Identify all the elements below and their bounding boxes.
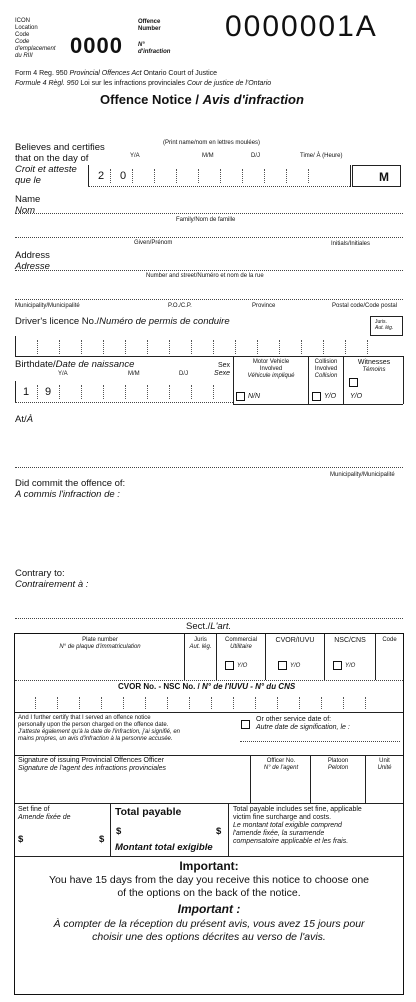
collision-label: Collision Involved Collision xyxy=(314,359,338,379)
commercial-option: Y/O xyxy=(237,663,248,669)
location-code: 0000 xyxy=(70,33,123,58)
family-name-line[interactable] xyxy=(15,213,403,214)
unit-label: Unit Unité xyxy=(377,758,392,771)
certify-label: Believes and certifies that on the day of Croit et atteste que le xyxy=(15,142,105,186)
contrary-label: Contrary to: Contrairement à : xyxy=(15,568,89,590)
municipality-line[interactable] xyxy=(15,299,403,300)
birth-digit-1: 1 xyxy=(23,386,30,398)
important-text: You have 15 days from the day you receive this notice to choose one of the options on the back of the notice. xyxy=(48,874,370,899)
witnesses-checkbox[interactable] xyxy=(349,378,358,387)
form-line-2: Formule 4 Règl. 950 Loi sur les infractions provinciales Cour de justice de l'Ontario xyxy=(15,80,272,87)
total-dollar: $ xyxy=(116,826,122,837)
birth-day-label: D/J xyxy=(179,371,188,377)
total-payable-note: Total payable includes set fine, applicable victim fine surcharge and costs. Le montant total exigible comprend l'amende fixée, la suramende compensatoire applicable et les frais. xyxy=(233,806,362,845)
birth-digit-2: 9 xyxy=(45,386,52,398)
address-label: Address Adresse xyxy=(15,250,50,272)
total-payable-label: Total payable xyxy=(115,806,182,818)
commercial-checkbox[interactable] xyxy=(225,661,234,670)
birthdate-field[interactable] xyxy=(15,381,233,403)
other-service-date-line[interactable] xyxy=(240,741,400,742)
collision-checkbox[interactable] xyxy=(312,392,321,401)
witnesses-option: Y/O xyxy=(350,393,363,400)
licence-label: Driver's licence No./Numéro de permis de conduire xyxy=(15,316,230,327)
other-service-checkbox[interactable] xyxy=(241,720,250,729)
nsc-option: Y/O xyxy=(345,663,356,669)
icon-location-label: ICON Location Code Code d'emplacement du RIII xyxy=(15,18,56,59)
officer-signature-label: Signature of issuing Provincial Offences Officer Signature de l'agent des infractions provinciales xyxy=(18,757,167,772)
licence-juris-label: Juris. Aut. lég. xyxy=(375,319,394,331)
birth-month-label: M/M xyxy=(128,371,140,377)
collision-option: Y/O xyxy=(324,393,337,400)
municipality-label: Municipality/Municipalité xyxy=(15,303,80,309)
year-label: Y/A xyxy=(130,153,140,159)
birthdate-label: Birthdate/Date de naissance xyxy=(15,359,135,370)
street-label: Number and street/Numéro et nom de la rue xyxy=(146,273,264,279)
commercial-label: Commercial Utilitaire xyxy=(224,637,257,650)
at-line[interactable] xyxy=(15,467,403,468)
date-time-field[interactable] xyxy=(88,165,401,187)
offence-number-label-fr: N° d'infraction xyxy=(138,42,171,55)
cvor-option: Y/O xyxy=(290,663,301,669)
time-label: Time/ À (Heure) xyxy=(300,153,343,159)
cvor-label: CVOR/IUVU xyxy=(275,637,315,644)
other-service-label: Or other service date of: Autre date de signification, le : xyxy=(256,716,350,731)
officer-number-label: Officer No. N° de l'agent xyxy=(263,758,299,771)
platoon-label: Platoon Peloton xyxy=(327,758,349,771)
given-name-label: Given/Prénom xyxy=(134,240,173,246)
important-title: Important: xyxy=(179,859,239,873)
licence-juris-box[interactable] xyxy=(370,316,403,336)
section-label: Sect./L'art. xyxy=(186,621,232,632)
offence-number: 0000001A xyxy=(225,10,378,43)
witnesses-label: Witnesses Témoins xyxy=(357,359,391,373)
nsc-label: NSC/CNS xyxy=(334,637,366,644)
nsc-checkbox[interactable] xyxy=(333,661,342,670)
day-label: D/J xyxy=(251,153,260,159)
offence-number-label: Offence Number xyxy=(138,19,161,32)
meridiem-label: M xyxy=(379,170,389,184)
year-digit-1: 2 xyxy=(98,170,105,182)
set-fine-label: Set fine of Amende fixée de xyxy=(18,806,71,821)
year-digit-2: 0 xyxy=(120,170,127,182)
total-payable-label-fr: Montant total exigible xyxy=(115,842,213,853)
vehicle-juris-label: Juris Aut. lég. xyxy=(189,637,212,650)
plate-label: Plate number N° de plaque d'immatriculation xyxy=(59,637,141,650)
postal-code-label: Postal code/Code postal xyxy=(332,303,398,309)
street-line[interactable] xyxy=(15,270,403,271)
initials-label: Initials/Initiales xyxy=(331,241,371,247)
important-title-fr: Important : xyxy=(177,902,241,916)
name-label: Name Nom xyxy=(15,194,41,216)
month-label: M/M xyxy=(202,153,214,159)
at-label: At/À xyxy=(15,414,33,425)
family-name-label: Family/Nom de famille xyxy=(176,217,236,223)
print-name-label: (Print name/nom en lettres moulées) xyxy=(163,140,261,146)
set-fine-dollar: $ xyxy=(18,834,24,845)
important-text-fr: À compter de la réception du présent avis, vous avez 15 jours pour choisir une des options décrites au verso de l'avis. xyxy=(53,918,365,943)
province-label: Province xyxy=(252,303,276,309)
sex-label: Sex Sexe xyxy=(214,362,230,377)
cvor-number-field[interactable] xyxy=(15,694,403,712)
cvor-checkbox[interactable] xyxy=(278,661,287,670)
set-fine-dollar-end: $ xyxy=(99,834,105,845)
birth-year-label: Y/A xyxy=(58,371,68,377)
total-dollar-end: $ xyxy=(216,826,222,837)
offence-municipality-label: Municipality/Municipalité xyxy=(330,472,395,478)
form-line-1: Form 4 Reg. 950 Provincial Offences Act Ontario Court of Justice xyxy=(15,70,218,77)
service-certify-text: And I further certify that I served an offence notice personally upon the person charged on the offence date. J'atteste également qu'à la date de l'infraction, j'ai signifié, en mains propres, un avis d'infraction à la personne accusée. xyxy=(18,715,181,742)
given-name-line[interactable] xyxy=(15,237,403,238)
licence-number-field[interactable] xyxy=(15,336,403,356)
motor-vehicle-option: N/N xyxy=(248,393,261,400)
motor-vehicle-checkbox[interactable] xyxy=(236,392,245,401)
page-title: Offence Notice / Avis d'infraction xyxy=(100,92,304,107)
offence-label: Did commit the offence of: A commis l'infraction de : xyxy=(15,478,126,500)
code-label: Code xyxy=(382,637,397,643)
cvor-row-label: CVOR No. - NSC No. / N° de l'IUVU - N° du CNS xyxy=(118,682,296,691)
po-label: P.O./C.P. xyxy=(168,303,192,309)
motor-vehicle-label: Motor Vehicle Involved Véhicule impliqué xyxy=(247,359,295,379)
contrary-line[interactable] xyxy=(15,618,403,619)
time-box[interactable] xyxy=(352,165,401,187)
